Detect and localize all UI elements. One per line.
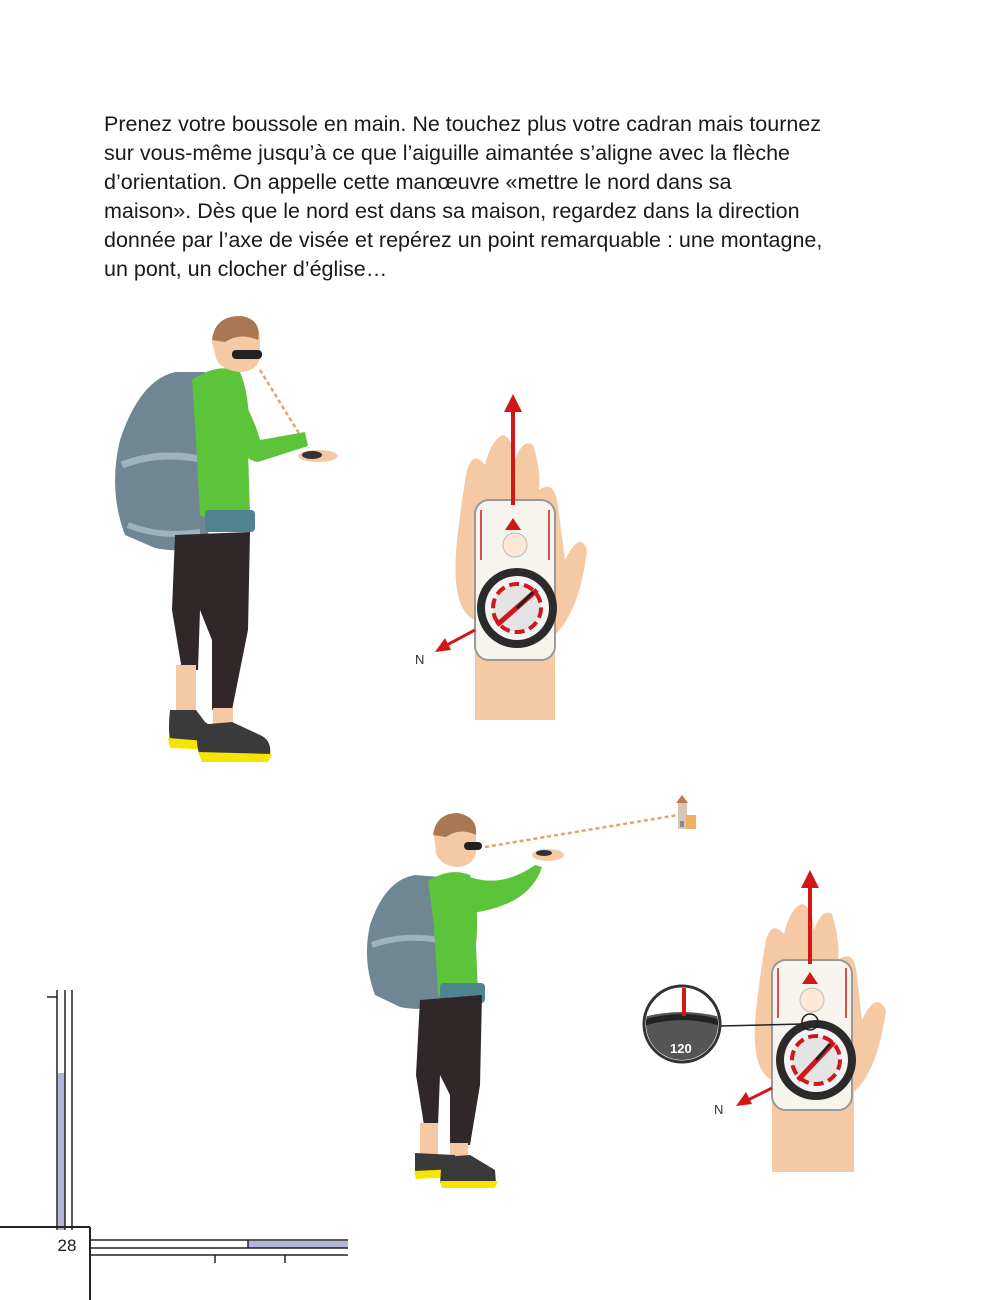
instruction-paragraph <box>104 110 904 284</box>
paragraph-line: Prenez votre boussole en main. Ne touchez plus votre cadran mais tournez <box>104 112 822 136</box>
degree-zoom-inset <box>640 985 724 1070</box>
paragraph-line: maison». Dès que le nord est dans sa maison, regardez dans la direction <box>104 199 800 223</box>
paragraph-line: un pont, un clocher d’église… <box>104 257 388 281</box>
hand-compass-bottom-illustration <box>640 860 900 1175</box>
page-number: 28 <box>57 1236 77 1255</box>
degree-value: 120 <box>670 1041 692 1056</box>
hand-compass-top-illustration <box>405 410 595 720</box>
page-corner-frame <box>0 985 360 1300</box>
north-label: N <box>714 1102 724 1117</box>
hiker-looking-at-compass-illustration <box>100 310 350 770</box>
north-label: N <box>415 652 425 667</box>
paragraph-line: donnée par l’axe de visée et repérez un point remarquable : une montagne, <box>104 228 823 252</box>
paragraph-line: sur vous-même jusqu’à ce que l’aiguille aimantée s’aligne avec la flèche <box>104 141 790 165</box>
paragraph-line: d’orientation. On appelle cette manœuvre «mettre le nord dans sa <box>104 170 732 194</box>
church-icon <box>676 795 696 829</box>
